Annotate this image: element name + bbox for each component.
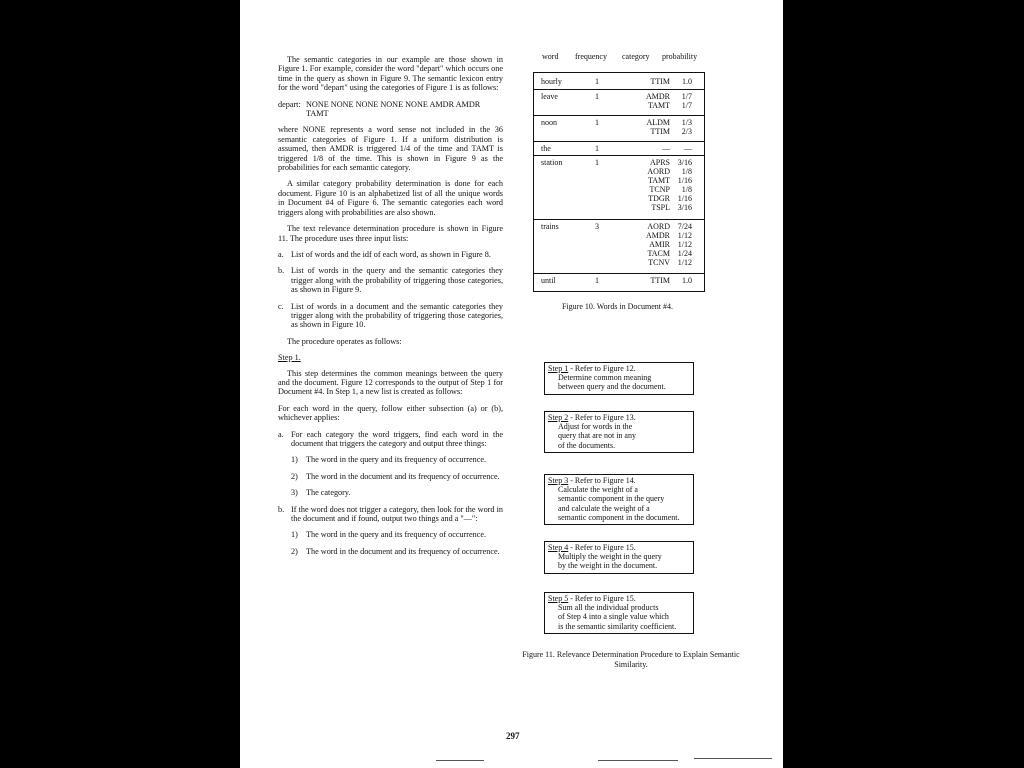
list-item (278, 302, 503, 330)
page-number: 297 (506, 731, 520, 741)
scan-artifact-line (598, 760, 678, 761)
list-item (291, 472, 503, 481)
step-reference: - Refer to Figure 12. (568, 364, 636, 373)
cell-frequency: 1 (595, 118, 599, 127)
list-text: The word in the document and its frequency of occurrence. (306, 546, 500, 556)
list-text: List of words in a document and the semantic categories they trigger along with the probability of triggering those categories, as shown in Figure 10. (291, 301, 503, 330)
list-item (278, 430, 503, 449)
cell-probability: — (684, 144, 692, 153)
step-description: Determine common meaning (558, 373, 652, 383)
cell-probability: 1/12 (677, 258, 692, 267)
step-description: query that are not in any (558, 431, 636, 441)
column-header-category: category (622, 52, 650, 61)
list-item (278, 250, 503, 259)
table-row (534, 141, 704, 156)
list-marker: a. (278, 429, 284, 439)
cell-probability: 3/16 (677, 203, 692, 212)
list-text: The word in the query and its frequency of occurrence. (306, 530, 487, 540)
step-description: by the weight in the document. (558, 561, 658, 571)
step-description: Calculate the weight of a (558, 485, 638, 495)
lexicon-entry (278, 100, 503, 119)
flowchart-step-box (544, 474, 694, 525)
cell-category: TTIM (650, 276, 670, 285)
cell-category: TACM (647, 249, 670, 258)
cell-category: AORD (647, 222, 670, 231)
list-marker: c. (278, 301, 284, 311)
cell-frequency: 3 (595, 222, 599, 231)
flowchart-step-box (544, 362, 694, 395)
paragraph: The semantic categories in our example are those shown in Figure 1. For example, consider the word "depart" which occurs one time in the query as shown in Figure 9. The semantic lexicon entry for the word "depart" using the categories of Figure 1 is as follows: (278, 55, 503, 93)
figure10-caption: Figure 10. Words in Document #4. (562, 302, 673, 311)
cell-category: AORD (647, 167, 670, 176)
step-description: and calculate the weight of a (558, 503, 650, 513)
paragraph: A similar category probability determination is done for each document. Figure 10 is an alphabetized list of all the unique words in Document #4 of Figure 6. The semantic categories each word triggers along with probabilities are also shown. (278, 179, 503, 217)
lexicon-entry-values: NONE NONE NONE NONE NONE AMDR AMDR TAMT (306, 99, 481, 119)
cell-probability: 1/3 (681, 118, 692, 127)
column-header-word: word (542, 52, 559, 61)
paragraph: This step determines the common meanings between the query and the document. Figure 12 corresponds to the output of Step 1 for Document #4. In Step 1, a new list is created as follows: (278, 368, 503, 397)
cell-probability: 1/8 (681, 185, 692, 194)
document-page (240, 0, 783, 768)
paragraph: For each word in the query, follow either subsection (a) or (b), whichever applies: (278, 403, 503, 423)
list-item (291, 488, 503, 497)
cell-probability: 1.0 (682, 77, 692, 86)
flowchart-step-box (544, 411, 694, 453)
step-description: of the documents. (558, 440, 616, 450)
list-text: The word in the document and its frequency of occurrence. (306, 471, 500, 481)
list-item (291, 547, 503, 556)
cell-probability: 3/16 (677, 158, 692, 167)
flowchart-step-box (544, 541, 694, 574)
cell-word: the (541, 144, 551, 153)
cell-category: TCNP (649, 185, 670, 194)
cell-frequency: 1 (595, 92, 599, 101)
table-row (534, 155, 704, 220)
step-description: Multiply the weight in the query (558, 552, 662, 562)
cell-probability: 1/24 (677, 249, 692, 258)
paragraph: The text relevance determination procedure is shown in Figure 11. The procedure uses three input lists: (278, 224, 503, 243)
figure10-table (533, 72, 705, 292)
step-reference: - Refer to Figure 14. (568, 476, 636, 485)
cell-category: AMDR (645, 231, 670, 240)
cell-category: TSPL (651, 203, 670, 212)
table-row (534, 219, 704, 274)
cell-category: AMIR (649, 240, 670, 249)
list-marker: a. (278, 249, 284, 259)
list-text: If the word does not trigger a category, then look for the word in the document and if found, output two things and a "—": (291, 504, 503, 524)
list-text: List of words in the query and the semantic categories they trigger along with the probability of triggering those categories, as shown in Figure 9. (291, 266, 503, 295)
cell-word: noon (541, 118, 557, 127)
cell-probability: 1/8 (681, 167, 692, 176)
list-item (291, 455, 503, 464)
cell-category: TTIM (650, 127, 670, 136)
paragraph: where NONE represents a word sense not included in the 36 semantic categories of Figure 1. If a uniform distribution is assumed, then AMDR is triggered 1/4 of the time and TAMT is triggered 1/8 of the time. This is shown in Figure 9 as the probabilities for each semantic category. (278, 125, 503, 173)
cell-probability: 7/24 (677, 222, 692, 231)
list-marker: 3) (291, 488, 298, 498)
step-reference: - Refer to Figure 15. (568, 543, 636, 552)
cell-probability: 1/16 (677, 176, 692, 185)
step-description: of Step 4 into a single value which (558, 612, 669, 622)
cell-frequency: 1 (595, 144, 599, 153)
list-marker: 2) (291, 471, 298, 481)
step-description: Sum all the individual products (558, 603, 659, 613)
step-reference: - Refer to Figure 13. (568, 413, 636, 422)
cell-word: until (541, 276, 556, 285)
step-label: Step 3 (548, 476, 569, 485)
step-label: Step 4 (548, 543, 569, 552)
figure11-caption: Figure 11. Relevance Determination Procedure to Explain Semantic Similarity. (522, 650, 740, 669)
cell-frequency: 1 (595, 77, 599, 86)
list-marker: b. (278, 266, 285, 276)
list-marker: b. (278, 504, 285, 514)
section-heading: Step 1. (278, 353, 301, 363)
column-header-frequency: frequency (575, 52, 607, 61)
step-label: Step 1 (548, 364, 569, 373)
list-item (291, 530, 503, 539)
lexicon-entry-label: depart: (278, 99, 301, 109)
scan-artifact-line (436, 760, 484, 761)
step-description: between query and the document. (558, 382, 666, 392)
list-marker: 1) (291, 530, 298, 540)
cell-frequency: 1 (595, 276, 599, 285)
cell-word: trains (541, 222, 559, 231)
cell-probability: 1/12 (677, 240, 692, 249)
cell-probability: 1/12 (677, 231, 692, 240)
step-reference: - Refer to Figure 15. (568, 594, 636, 603)
list-text: The word in the query and its frequency of occurrence. (306, 455, 487, 465)
cell-category: AMDR (645, 92, 670, 101)
cell-word: leave (541, 92, 558, 101)
step-description: is the semantic similarity coefficient. (558, 621, 677, 631)
cell-category: APRS (649, 158, 670, 167)
list-item (278, 266, 503, 294)
list-item (278, 505, 503, 524)
step-description: Adjust for words in the (558, 422, 633, 432)
table-row (534, 89, 704, 116)
cell-category: TTIM (650, 77, 670, 86)
list-text: The category. (306, 488, 351, 498)
cell-probability: 1.0 (682, 276, 692, 285)
cell-frequency: 1 (595, 158, 599, 167)
column-header-probability: probability (662, 52, 698, 61)
list-text: List of words and the idf of each word, as shown in Figure 8. (291, 249, 491, 259)
cell-category: — (662, 144, 670, 153)
list-text: For each category the word triggers, find each word in the document that triggers the category and output three things: (291, 429, 503, 448)
cell-category: TDGR (648, 194, 670, 203)
step-description: semantic component in the query (558, 494, 665, 504)
table-row (534, 115, 704, 142)
cell-probability: 1/7 (681, 92, 692, 101)
cell-category: TAMT (647, 176, 670, 185)
cell-word: hourly (541, 77, 562, 86)
list-marker: 1) (291, 455, 298, 465)
cell-probability: 2/3 (681, 127, 692, 136)
table-row (534, 273, 704, 290)
cell-category: ALDM (646, 118, 670, 127)
cell-word: station (541, 158, 563, 167)
figure10-header (542, 52, 714, 64)
cell-probability: 1/7 (681, 101, 692, 110)
cell-category: TCNV (648, 258, 670, 267)
step-description: semantic component in the document. (558, 512, 680, 522)
paragraph: The procedure operates as follows: (287, 336, 402, 346)
flowchart-step-box (544, 592, 694, 634)
scan-artifact-line (694, 758, 772, 759)
step-label: Step 5 (548, 594, 569, 603)
cell-category: TAMT (647, 101, 670, 110)
left-column (278, 55, 503, 563)
list-marker: 2) (291, 546, 298, 556)
step-label: Step 2 (548, 413, 569, 422)
cell-probability: 1/16 (677, 194, 692, 203)
